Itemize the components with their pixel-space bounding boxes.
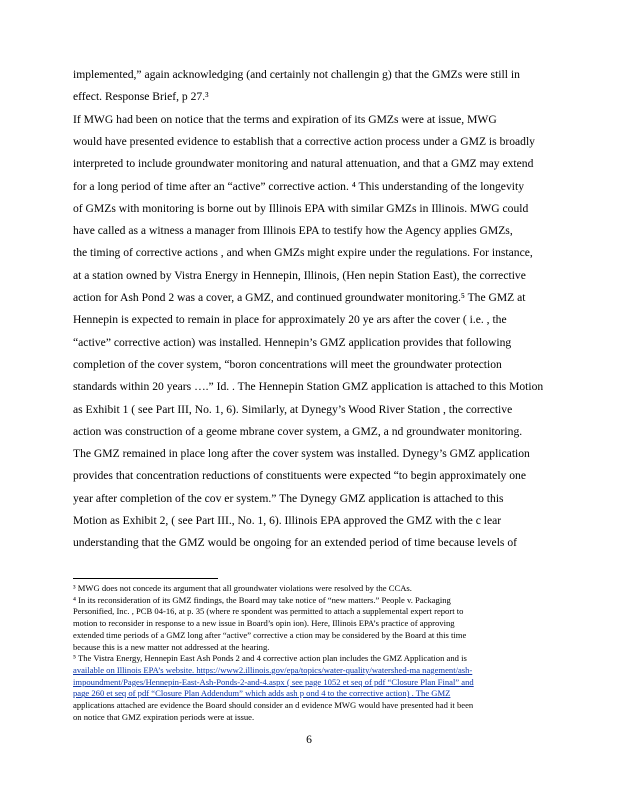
body-line: would have presented evidence to establish that a corrective action process under a GMZ is broadly bbox=[73, 134, 535, 148]
body-line: at a station owned by Vistra Energy in Hennepin, Illinois, (Hen nepin Station East), the corrective bbox=[73, 268, 526, 282]
footnote-link-line[interactable]: impoundment/Pages/Hennepin-East-Ash-Ponds-2-and-4.aspx ( see page 1052 et seq of pdf “Closure Plan Final” and bbox=[73, 676, 474, 687]
footnote-line: ⁴ In its reconsideration of its GMZ findings, the Board may take notice of “new matters.” People v. Packaging bbox=[73, 594, 451, 605]
footnote-line: extended time periods of a GMZ long after “active” corrective a ction may be considered by the Board at this time bbox=[73, 629, 467, 640]
footnote-link-line[interactable]: page 260 et seq of pdf “Closure Plan Addendum” which adds ash p ond 4 to the corrective action) . The GMZ bbox=[73, 688, 451, 699]
footnote-separator bbox=[73, 578, 218, 579]
body-line: interpreted to include groundwater monitoring and natural attenuation, and that a GMZ may extend bbox=[73, 157, 534, 171]
footnote-line: motion to reconsider in response to a new issue in Board’s opin ion). Here, Illinois EPA’s practice of approving bbox=[73, 618, 455, 629]
body-line: of GMZs with monitoring is borne out by Illinois EPA with similar GMZs in Illinois. MWG could bbox=[73, 201, 529, 215]
footnote-link-line[interactable]: available on Illinois EPA’s website. https://www2.illinois.gov/epa/topics/water-quality/watershed-ma nagement/ash- bbox=[73, 664, 473, 675]
footnote-line: ³ MWG does not concede its argument that all groundwater violations were resolved by the CCAs. bbox=[73, 583, 412, 593]
body-line: provides that concentration reductions of constituents were expected “to begin approximately one bbox=[73, 469, 526, 483]
body-line: for a long period of time after an “active” corrective action. ⁴ This understanding of the longevity bbox=[73, 179, 524, 193]
body-line: “active” corrective action) was installed. Hennepin’s GMZ application provides that following bbox=[73, 335, 512, 349]
footnote-line: ⁵ The Vistra Energy, Hennepin East Ash Ponds 2 and 4 corrective action plan includes the GMZ Application and is bbox=[73, 653, 467, 664]
body-line: have called as a witness a manager from Illinois EPA to testify how the Agency applies GMZs, bbox=[73, 224, 513, 238]
body-line: understanding that the GMZ would be ongoing for an extended period of time because levels of bbox=[73, 536, 517, 550]
body-line: completion of the cover system, “boron concentrations will meet the groundwater protection bbox=[73, 357, 502, 371]
body-line: the timing of corrective actions , and when GMZs might expire under the regulations. For instance, bbox=[73, 246, 533, 260]
footnote-line: applications attached are evidence the Board should consider an d evidence MWG would have presented had it been bbox=[73, 700, 474, 710]
body-line: If MWG had been on notice that the terms and expiration of its GMZs were at issue, MWG bbox=[73, 112, 497, 126]
body-line: as Exhibit 1 ( see Part III, No. 1, 6). Similarly, at Dynegy’s Wood River Station , the corrective bbox=[73, 402, 513, 416]
body-line: action for Ash Pond 2 was a cover, a GMZ, and continued groundwater monitoring.⁵ The GMZ at bbox=[73, 291, 526, 304]
body-line: effect. Response Brief, p 27.³ bbox=[73, 90, 209, 104]
body-line: year after completion of the cov er system.” The Dynegy GMZ application is attached to this bbox=[73, 491, 504, 505]
body-line: standards within 20 years ….” Id. . The Hennepin Station GMZ application is attached to this Motion bbox=[73, 380, 544, 394]
footnote-line: Personified, Inc. , PCB 04-16, at p. 35 (where re spondent was permitted to attach a supplemental expert report to bbox=[73, 606, 464, 617]
footnote-line: because this is a new matter not addressed at the hearing. bbox=[73, 641, 270, 652]
footnote-line: on notice that GMZ expiration periods were at issue. bbox=[73, 711, 255, 722]
body-line: action was construction of a geome mbrane cover system, a GMZ, a nd groundwater monitoring. bbox=[73, 424, 523, 438]
body-line: The GMZ remained in place long after the cover system was installed. Dynegy’s GMZ application bbox=[73, 447, 530, 461]
body-line: implemented,” again acknowledging (and certainly not challengin g) that the GMZs were still in bbox=[73, 68, 520, 81]
body-line: Motion as Exhibit 2, ( see Part III., No. 1, 6). Illinois EPA approved the GMZ with the c lear bbox=[73, 514, 502, 527]
body-line: Hennepin is expected to remain in place for approximately 20 ye ars after the cover ( i.e. , the bbox=[73, 313, 507, 327]
page-number: 6 bbox=[306, 733, 312, 746]
